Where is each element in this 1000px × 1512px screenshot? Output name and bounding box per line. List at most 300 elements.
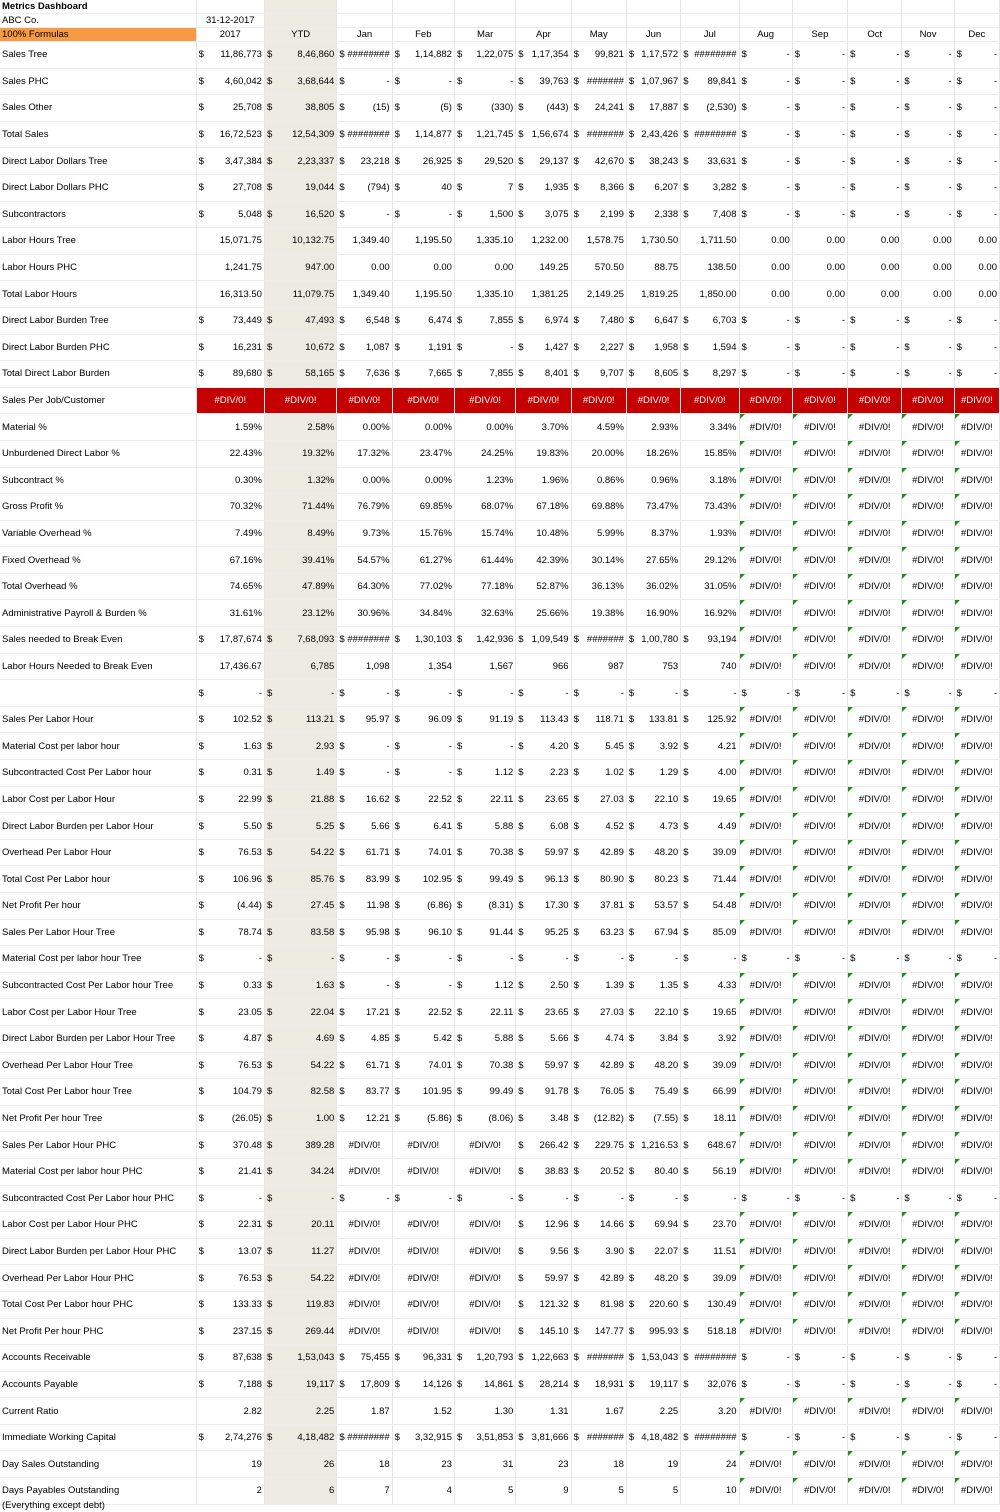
- error-cell[interactable]: #DIV/0!: [902, 494, 954, 521]
- value-cell[interactable]: [626, 1265, 680, 1292]
- col-header-jun[interactable]: Jun: [626, 28, 680, 42]
- row-label[interactable]: Days Payables Outstanding: [0, 1478, 196, 1505]
- value-cell[interactable]: [902, 68, 954, 95]
- value-cell[interactable]: [626, 1052, 680, 1079]
- value-cell[interactable]: [848, 1345, 902, 1372]
- value-cell[interactable]: [264, 174, 336, 201]
- error-cell[interactable]: #DIV/0!: [337, 1265, 392, 1292]
- value-cell[interactable]: [196, 680, 264, 707]
- value-cell[interactable]: [392, 972, 454, 999]
- value-cell[interactable]: [626, 972, 680, 999]
- value-cell[interactable]: [392, 760, 454, 787]
- value-cell[interactable]: 30.96%: [337, 600, 392, 627]
- value-cell[interactable]: [454, 361, 515, 388]
- value-cell[interactable]: 1.52: [392, 1398, 454, 1425]
- value-cell[interactable]: [626, 1025, 680, 1052]
- error-cell[interactable]: #DIV/0!: [848, 1318, 902, 1345]
- value-cell[interactable]: [681, 1424, 739, 1451]
- value-cell[interactable]: 1,098: [337, 653, 392, 680]
- row-label[interactable]: Direct Labor Dollars Tree: [0, 148, 196, 175]
- value-cell[interactable]: [516, 866, 571, 893]
- value-cell[interactable]: [571, 919, 626, 946]
- error-cell[interactable]: #DIV/0!: [792, 494, 847, 521]
- value-cell[interactable]: [571, 1132, 626, 1159]
- value-cell[interactable]: [337, 893, 392, 920]
- value-cell[interactable]: [681, 42, 739, 69]
- value-cell[interactable]: [571, 627, 626, 654]
- value-cell[interactable]: [848, 1185, 902, 1212]
- value-cell[interactable]: [626, 174, 680, 201]
- error-cell[interactable]: #DIV/0!: [792, 919, 847, 946]
- value-cell[interactable]: [739, 174, 792, 201]
- value-cell[interactable]: 0.00%: [392, 467, 454, 494]
- value-cell[interactable]: [739, 334, 792, 361]
- error-cell[interactable]: #DIV/0!: [902, 387, 954, 414]
- value-cell[interactable]: [196, 307, 264, 334]
- error-cell[interactable]: #DIV/0!: [954, 1079, 999, 1106]
- value-cell[interactable]: [454, 760, 515, 787]
- value-cell[interactable]: [681, 1105, 739, 1132]
- value-cell[interactable]: [516, 1424, 571, 1451]
- error-cell[interactable]: #DIV/0!: [739, 387, 792, 414]
- error-cell[interactable]: #DIV/0!: [739, 573, 792, 600]
- error-cell[interactable]: #DIV/0!: [739, 547, 792, 574]
- value-cell[interactable]: 0.00: [792, 281, 847, 308]
- error-cell[interactable]: #DIV/0!: [902, 1025, 954, 1052]
- value-cell[interactable]: [337, 361, 392, 388]
- value-cell[interactable]: [681, 893, 739, 920]
- value-cell[interactable]: [626, 1079, 680, 1106]
- value-cell[interactable]: 1,711.50: [681, 228, 739, 255]
- value-cell[interactable]: [739, 361, 792, 388]
- value-cell[interactable]: [264, 1424, 336, 1451]
- value-cell[interactable]: [196, 1025, 264, 1052]
- value-cell[interactable]: [516, 627, 571, 654]
- value-cell[interactable]: [681, 1318, 739, 1345]
- value-cell[interactable]: [626, 786, 680, 813]
- value-cell[interactable]: [264, 1025, 336, 1052]
- value-cell[interactable]: [196, 972, 264, 999]
- error-cell[interactable]: #DIV/0!: [454, 1238, 515, 1265]
- error-cell[interactable]: #DIV/0!: [792, 520, 847, 547]
- value-cell[interactable]: [196, 1105, 264, 1132]
- value-cell[interactable]: 16,313.50: [196, 281, 264, 308]
- value-cell[interactable]: [264, 1345, 336, 1372]
- value-cell[interactable]: [392, 866, 454, 893]
- value-cell[interactable]: 1,241.75: [196, 254, 264, 281]
- value-cell[interactable]: [571, 174, 626, 201]
- value-cell[interactable]: 0.00: [454, 254, 515, 281]
- value-cell[interactable]: [681, 627, 739, 654]
- value-cell[interactable]: [196, 148, 264, 175]
- value-cell[interactable]: [626, 919, 680, 946]
- value-cell[interactable]: 32.63%: [454, 600, 515, 627]
- error-cell[interactable]: #DIV/0!: [848, 520, 902, 547]
- value-cell[interactable]: [516, 1158, 571, 1185]
- error-cell[interactable]: #DIV/0!: [739, 1158, 792, 1185]
- value-cell[interactable]: 61.44%: [454, 547, 515, 574]
- value-cell[interactable]: [337, 334, 392, 361]
- value-cell[interactable]: [902, 361, 954, 388]
- value-cell[interactable]: [264, 866, 336, 893]
- error-cell[interactable]: #DIV/0!: [902, 786, 954, 813]
- value-cell[interactable]: [681, 1052, 739, 1079]
- value-cell[interactable]: 0.00: [337, 254, 392, 281]
- value-cell[interactable]: 5: [626, 1478, 680, 1505]
- value-cell[interactable]: [196, 893, 264, 920]
- error-cell[interactable]: #DIV/0!: [954, 467, 999, 494]
- value-cell[interactable]: [681, 1212, 739, 1239]
- value-cell[interactable]: [571, 361, 626, 388]
- value-cell[interactable]: [337, 307, 392, 334]
- value-cell[interactable]: 26: [264, 1451, 336, 1478]
- value-cell[interactable]: [454, 334, 515, 361]
- error-cell[interactable]: #DIV/0!: [792, 653, 847, 680]
- value-cell[interactable]: [848, 121, 902, 148]
- error-cell[interactable]: #DIV/0!: [739, 866, 792, 893]
- error-cell[interactable]: #DIV/0!: [848, 547, 902, 574]
- value-cell[interactable]: 1.23%: [454, 467, 515, 494]
- value-cell[interactable]: [196, 1371, 264, 1398]
- value-cell[interactable]: [454, 1105, 515, 1132]
- row-label[interactable]: Subcontracted Cost Per Labor hour Tree: [0, 972, 196, 999]
- value-cell[interactable]: 8.49%: [264, 520, 336, 547]
- value-cell[interactable]: 1.30: [454, 1398, 515, 1425]
- value-cell[interactable]: 10,132.75: [264, 228, 336, 255]
- value-cell[interactable]: 17,436.67: [196, 653, 264, 680]
- value-cell[interactable]: 7.49%: [196, 520, 264, 547]
- value-cell[interactable]: [792, 95, 847, 122]
- value-cell[interactable]: [264, 786, 336, 813]
- value-cell[interactable]: [626, 1291, 680, 1318]
- value-cell[interactable]: [954, 1345, 999, 1372]
- value-cell[interactable]: [681, 1238, 739, 1265]
- value-cell[interactable]: [626, 1185, 680, 1212]
- error-cell[interactable]: #DIV/0!: [848, 893, 902, 920]
- value-cell[interactable]: [264, 999, 336, 1026]
- value-cell[interactable]: [392, 95, 454, 122]
- value-cell[interactable]: 1,349.40: [337, 228, 392, 255]
- value-cell[interactable]: [626, 201, 680, 228]
- value-cell[interactable]: [454, 999, 515, 1026]
- value-cell[interactable]: [954, 148, 999, 175]
- value-cell[interactable]: [454, 972, 515, 999]
- value-cell[interactable]: [739, 95, 792, 122]
- value-cell[interactable]: 987: [571, 653, 626, 680]
- error-cell[interactable]: #DIV/0!: [902, 1265, 954, 1292]
- value-cell[interactable]: [196, 1345, 264, 1372]
- value-cell[interactable]: [681, 999, 739, 1026]
- error-cell[interactable]: #DIV/0!: [337, 1318, 392, 1345]
- error-cell[interactable]: #DIV/0!: [454, 1291, 515, 1318]
- value-cell[interactable]: [739, 1345, 792, 1372]
- error-cell[interactable]: #DIV/0!: [954, 414, 999, 441]
- value-cell[interactable]: 64.30%: [337, 573, 392, 600]
- value-cell[interactable]: [792, 1371, 847, 1398]
- value-cell[interactable]: [392, 361, 454, 388]
- value-cell[interactable]: [264, 813, 336, 840]
- value-cell[interactable]: 27.65%: [626, 547, 680, 574]
- error-cell[interactable]: #DIV/0!: [739, 1478, 792, 1505]
- value-cell[interactable]: [571, 307, 626, 334]
- value-cell[interactable]: [454, 839, 515, 866]
- value-cell[interactable]: 6: [264, 1478, 336, 1505]
- value-cell[interactable]: [337, 786, 392, 813]
- row-label[interactable]: Overhead Per Labor Hour: [0, 839, 196, 866]
- col-header-may[interactable]: May: [571, 28, 626, 42]
- error-cell[interactable]: #DIV/0!: [848, 1451, 902, 1478]
- value-cell[interactable]: 0.00: [792, 254, 847, 281]
- error-cell[interactable]: #DIV/0!: [792, 760, 847, 787]
- report-date[interactable]: 31-12-2017: [196, 14, 264, 28]
- value-cell[interactable]: [681, 1185, 739, 1212]
- value-cell[interactable]: 77.18%: [454, 573, 515, 600]
- value-cell[interactable]: [392, 1185, 454, 1212]
- value-cell[interactable]: [902, 1371, 954, 1398]
- value-cell[interactable]: [571, 1424, 626, 1451]
- value-cell[interactable]: [571, 1371, 626, 1398]
- error-cell[interactable]: #DIV/0!: [902, 573, 954, 600]
- value-cell[interactable]: [954, 174, 999, 201]
- value-cell[interactable]: [516, 999, 571, 1026]
- value-cell[interactable]: 0.00: [848, 254, 902, 281]
- value-cell[interactable]: 1,578.75: [571, 228, 626, 255]
- value-cell[interactable]: [392, 680, 454, 707]
- value-cell[interactable]: 740: [681, 653, 739, 680]
- value-cell[interactable]: [454, 813, 515, 840]
- value-cell[interactable]: [196, 1318, 264, 1345]
- value-cell[interactable]: [264, 893, 336, 920]
- value-cell[interactable]: 10: [681, 1478, 739, 1505]
- error-cell[interactable]: #DIV/0!: [848, 1132, 902, 1159]
- value-cell[interactable]: 2.82: [196, 1398, 264, 1425]
- row-label[interactable]: Immediate Working Capital: [0, 1424, 196, 1451]
- value-cell[interactable]: [626, 68, 680, 95]
- value-cell[interactable]: [902, 201, 954, 228]
- value-cell[interactable]: [264, 121, 336, 148]
- error-cell[interactable]: #DIV/0!: [954, 547, 999, 574]
- value-cell[interactable]: [392, 627, 454, 654]
- value-cell[interactable]: [571, 1079, 626, 1106]
- value-cell[interactable]: [681, 361, 739, 388]
- value-cell[interactable]: [626, 121, 680, 148]
- error-cell[interactable]: #DIV/0!: [792, 414, 847, 441]
- value-cell[interactable]: 0.00: [954, 281, 999, 308]
- value-cell[interactable]: [337, 1052, 392, 1079]
- value-cell[interactable]: [264, 307, 336, 334]
- value-cell[interactable]: [516, 972, 571, 999]
- row-label[interactable]: Sales Per Labor Hour: [0, 706, 196, 733]
- value-cell[interactable]: 1,730.50: [626, 228, 680, 255]
- error-cell[interactable]: #DIV/0!: [902, 1132, 954, 1159]
- value-cell[interactable]: [739, 68, 792, 95]
- value-cell[interactable]: 20.00%: [571, 440, 626, 467]
- value-cell[interactable]: [902, 946, 954, 973]
- error-cell[interactable]: #DIV/0!: [954, 1212, 999, 1239]
- error-cell[interactable]: #DIV/0!: [739, 1291, 792, 1318]
- error-cell[interactable]: #DIV/0!: [454, 1265, 515, 1292]
- value-cell[interactable]: [337, 1185, 392, 1212]
- error-cell[interactable]: #DIV/0!: [681, 387, 739, 414]
- value-cell[interactable]: [454, 893, 515, 920]
- error-cell[interactable]: #DIV/0!: [902, 1158, 954, 1185]
- value-cell[interactable]: [902, 148, 954, 175]
- value-cell[interactable]: [626, 1105, 680, 1132]
- value-cell[interactable]: [848, 946, 902, 973]
- value-cell[interactable]: [681, 307, 739, 334]
- error-cell[interactable]: #DIV/0!: [739, 653, 792, 680]
- value-cell[interactable]: 0.00: [954, 228, 999, 255]
- value-cell[interactable]: [571, 1265, 626, 1292]
- value-cell[interactable]: 1.31: [516, 1398, 571, 1425]
- value-cell[interactable]: 0.00: [954, 254, 999, 281]
- value-cell[interactable]: [626, 1212, 680, 1239]
- value-cell[interactable]: [264, 334, 336, 361]
- error-cell[interactable]: #DIV/0!: [792, 573, 847, 600]
- error-cell[interactable]: #DIV/0!: [848, 839, 902, 866]
- value-cell[interactable]: [196, 42, 264, 69]
- value-cell[interactable]: [392, 706, 454, 733]
- value-cell[interactable]: [264, 1265, 336, 1292]
- value-cell[interactable]: [954, 334, 999, 361]
- row-label[interactable]: Sales Per Job/Customer: [0, 387, 196, 414]
- value-cell[interactable]: [337, 1424, 392, 1451]
- value-cell[interactable]: [337, 1079, 392, 1106]
- row-label[interactable]: Material %: [0, 414, 196, 441]
- error-cell[interactable]: #DIV/0!: [739, 494, 792, 521]
- error-cell[interactable]: #DIV/0!: [902, 972, 954, 999]
- error-cell[interactable]: #DIV/0!: [792, 1398, 847, 1425]
- value-cell[interactable]: [337, 1371, 392, 1398]
- value-cell[interactable]: [681, 706, 739, 733]
- col-header-feb[interactable]: Feb: [392, 28, 454, 42]
- value-cell[interactable]: 1.96%: [516, 467, 571, 494]
- error-cell[interactable]: #DIV/0!: [954, 813, 999, 840]
- value-cell[interactable]: 73.47%: [626, 494, 680, 521]
- error-cell[interactable]: #DIV/0!: [954, 972, 999, 999]
- value-cell[interactable]: [337, 866, 392, 893]
- value-cell[interactable]: [196, 1291, 264, 1318]
- value-cell[interactable]: [196, 361, 264, 388]
- row-label[interactable]: Gross Profit %: [0, 494, 196, 521]
- value-cell[interactable]: [196, 999, 264, 1026]
- value-cell[interactable]: [626, 893, 680, 920]
- value-cell[interactable]: [392, 946, 454, 973]
- value-cell[interactable]: 5.99%: [571, 520, 626, 547]
- col-header-dec[interactable]: Dec: [954, 28, 999, 42]
- value-cell[interactable]: [626, 1318, 680, 1345]
- error-cell[interactable]: #DIV/0!: [792, 1079, 847, 1106]
- error-cell[interactable]: #DIV/0!: [739, 733, 792, 760]
- error-cell[interactable]: #DIV/0!: [792, 813, 847, 840]
- value-cell[interactable]: [454, 706, 515, 733]
- value-cell[interactable]: [392, 121, 454, 148]
- error-cell[interactable]: #DIV/0!: [848, 653, 902, 680]
- value-cell[interactable]: 0.86%: [571, 467, 626, 494]
- value-cell[interactable]: [848, 95, 902, 122]
- value-cell[interactable]: [516, 307, 571, 334]
- error-cell[interactable]: #DIV/0!: [954, 839, 999, 866]
- error-cell[interactable]: #DIV/0!: [739, 600, 792, 627]
- error-cell[interactable]: #DIV/0!: [792, 1132, 847, 1159]
- value-cell[interactable]: [264, 148, 336, 175]
- error-cell[interactable]: #DIV/0!: [848, 573, 902, 600]
- value-cell[interactable]: [454, 121, 515, 148]
- row-label[interactable]: Total Labor Hours: [0, 281, 196, 308]
- value-cell[interactable]: [681, 1371, 739, 1398]
- value-cell[interactable]: 1,354: [392, 653, 454, 680]
- error-cell[interactable]: #DIV/0!: [739, 999, 792, 1026]
- value-cell[interactable]: [516, 1318, 571, 1345]
- value-cell[interactable]: [571, 121, 626, 148]
- value-cell[interactable]: [337, 972, 392, 999]
- row-label[interactable]: Labor Cost per Labor Hour Tree: [0, 999, 196, 1026]
- error-cell[interactable]: #DIV/0!: [902, 893, 954, 920]
- value-cell[interactable]: 3.34%: [681, 414, 739, 441]
- value-cell[interactable]: 23: [392, 1451, 454, 1478]
- value-cell[interactable]: [571, 946, 626, 973]
- error-cell[interactable]: #DIV/0!: [954, 919, 999, 946]
- value-cell[interactable]: 18: [337, 1451, 392, 1478]
- value-cell[interactable]: 9: [516, 1478, 571, 1505]
- sheet-title[interactable]: Metrics Dashboard: [0, 0, 196, 14]
- error-cell[interactable]: #DIV/0!: [954, 999, 999, 1026]
- value-cell[interactable]: [626, 706, 680, 733]
- value-cell[interactable]: 1.59%: [196, 414, 264, 441]
- value-cell[interactable]: 25.66%: [516, 600, 571, 627]
- value-cell[interactable]: [571, 148, 626, 175]
- value-cell[interactable]: [264, 361, 336, 388]
- value-cell[interactable]: 42.39%: [516, 547, 571, 574]
- error-cell[interactable]: #DIV/0!: [739, 1451, 792, 1478]
- row-label[interactable]: Sales needed to Break Even: [0, 627, 196, 654]
- value-cell[interactable]: [516, 919, 571, 946]
- error-cell[interactable]: #DIV/0!: [739, 1132, 792, 1159]
- error-cell[interactable]: #DIV/0!: [902, 706, 954, 733]
- row-label[interactable]: Accounts Payable: [0, 1371, 196, 1398]
- value-cell[interactable]: [516, 1291, 571, 1318]
- value-cell[interactable]: 15,071.75: [196, 228, 264, 255]
- row-label[interactable]: Overhead Per Labor Hour PHC: [0, 1265, 196, 1292]
- value-cell[interactable]: 36.02%: [626, 573, 680, 600]
- value-cell[interactable]: [792, 68, 847, 95]
- value-cell[interactable]: [571, 1052, 626, 1079]
- value-cell[interactable]: 67.18%: [516, 494, 571, 521]
- value-cell[interactable]: [264, 1052, 336, 1079]
- error-cell[interactable]: #DIV/0!: [848, 467, 902, 494]
- value-cell[interactable]: 70.32%: [196, 494, 264, 521]
- row-label[interactable]: Material Cost per labor hour: [0, 733, 196, 760]
- value-cell[interactable]: [792, 42, 847, 69]
- value-cell[interactable]: [337, 999, 392, 1026]
- row-label[interactable]: Material Cost per labor hour Tree: [0, 946, 196, 973]
- value-cell[interactable]: 31.61%: [196, 600, 264, 627]
- value-cell[interactable]: 6,785: [264, 653, 336, 680]
- error-cell[interactable]: #DIV/0!: [454, 1132, 515, 1159]
- value-cell[interactable]: 34.84%: [392, 600, 454, 627]
- value-cell[interactable]: [954, 201, 999, 228]
- value-cell[interactable]: [681, 95, 739, 122]
- error-cell[interactable]: #DIV/0!: [792, 839, 847, 866]
- value-cell[interactable]: [626, 999, 680, 1026]
- col-header-nov[interactable]: Nov: [902, 28, 954, 42]
- value-cell[interactable]: [264, 1318, 336, 1345]
- value-cell[interactable]: [681, 1158, 739, 1185]
- value-cell[interactable]: [337, 95, 392, 122]
- value-cell[interactable]: [739, 201, 792, 228]
- error-cell[interactable]: #DIV/0!: [392, 1318, 454, 1345]
- value-cell[interactable]: [571, 1025, 626, 1052]
